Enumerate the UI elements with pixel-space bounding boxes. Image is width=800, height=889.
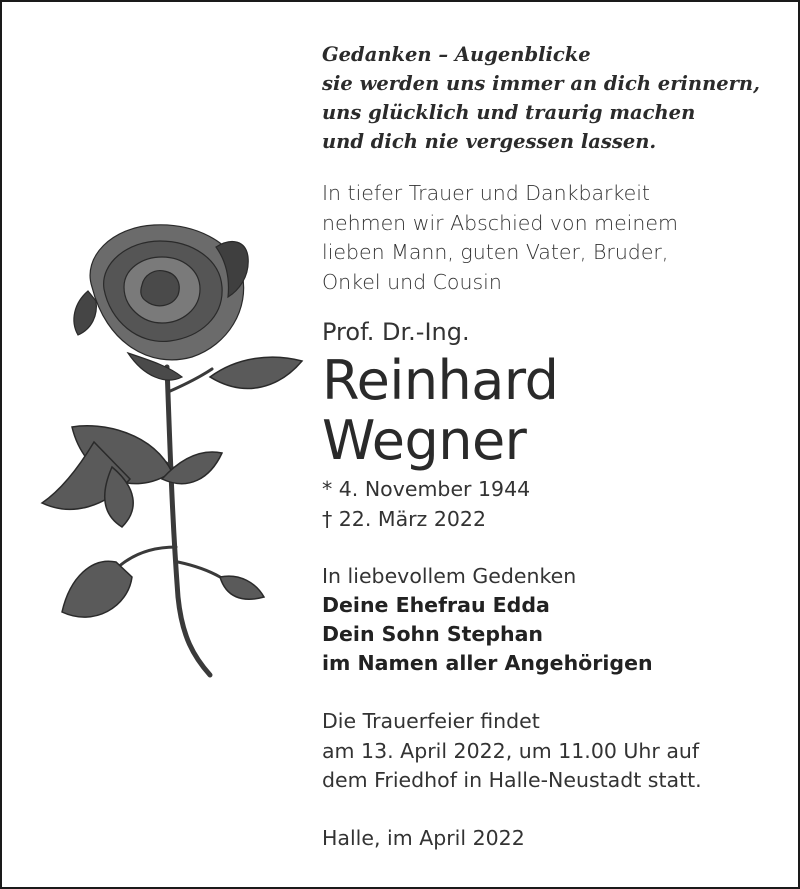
last-name: Wegner	[322, 409, 527, 472]
life-dates	[322, 475, 792, 534]
place-date: Halle, im April 2022	[322, 825, 525, 850]
text-column	[322, 40, 792, 853]
ceremony-info	[322, 707, 792, 796]
poem-line: uns glücklich und traurig machen	[322, 101, 696, 124]
death-date: † 22. März 2022	[322, 506, 487, 531]
ceremony-line: dem Friedhof in Halle-Neustadt statt.	[322, 768, 702, 792]
intro-line: Onkel und Cousin	[322, 269, 502, 294]
signature-block	[322, 562, 792, 678]
mourner-name: Deine Ehefrau Edda	[322, 593, 550, 617]
intro-line: In tiefer Trauer und Dankbarkeit	[322, 181, 650, 205]
ceremony-line: Die Trauerfeier findet	[322, 709, 540, 733]
intro-line: lieben Mann, guten Vater, Bruder,	[322, 240, 669, 264]
mourner-name: Dein Sohn Stephan	[322, 622, 544, 646]
intro-line: nehmen wir Abschied von meinem	[322, 210, 678, 235]
academic-title: Prof. Dr.-Ing.	[322, 318, 470, 346]
poem-line: und dich nie vergessen lassen.	[322, 130, 657, 153]
signature-lead: In liebevollem Gedenken	[322, 564, 577, 588]
intro-text	[322, 179, 792, 297]
poem-line: sie werden uns immer an dich erinnern,	[322, 72, 760, 95]
mourner-name: im Namen aller Angehörigen	[322, 651, 653, 675]
ceremony-line: am 13. April 2022, um 11.00 Uhr auf	[322, 738, 700, 763]
poem-line: Gedanken – Augenblicke	[322, 43, 591, 66]
poem	[322, 40, 792, 156]
birth-date: * 4. November 1944	[322, 477, 531, 501]
first-name: Reinhard	[322, 349, 559, 412]
rose-icon	[32, 217, 317, 687]
